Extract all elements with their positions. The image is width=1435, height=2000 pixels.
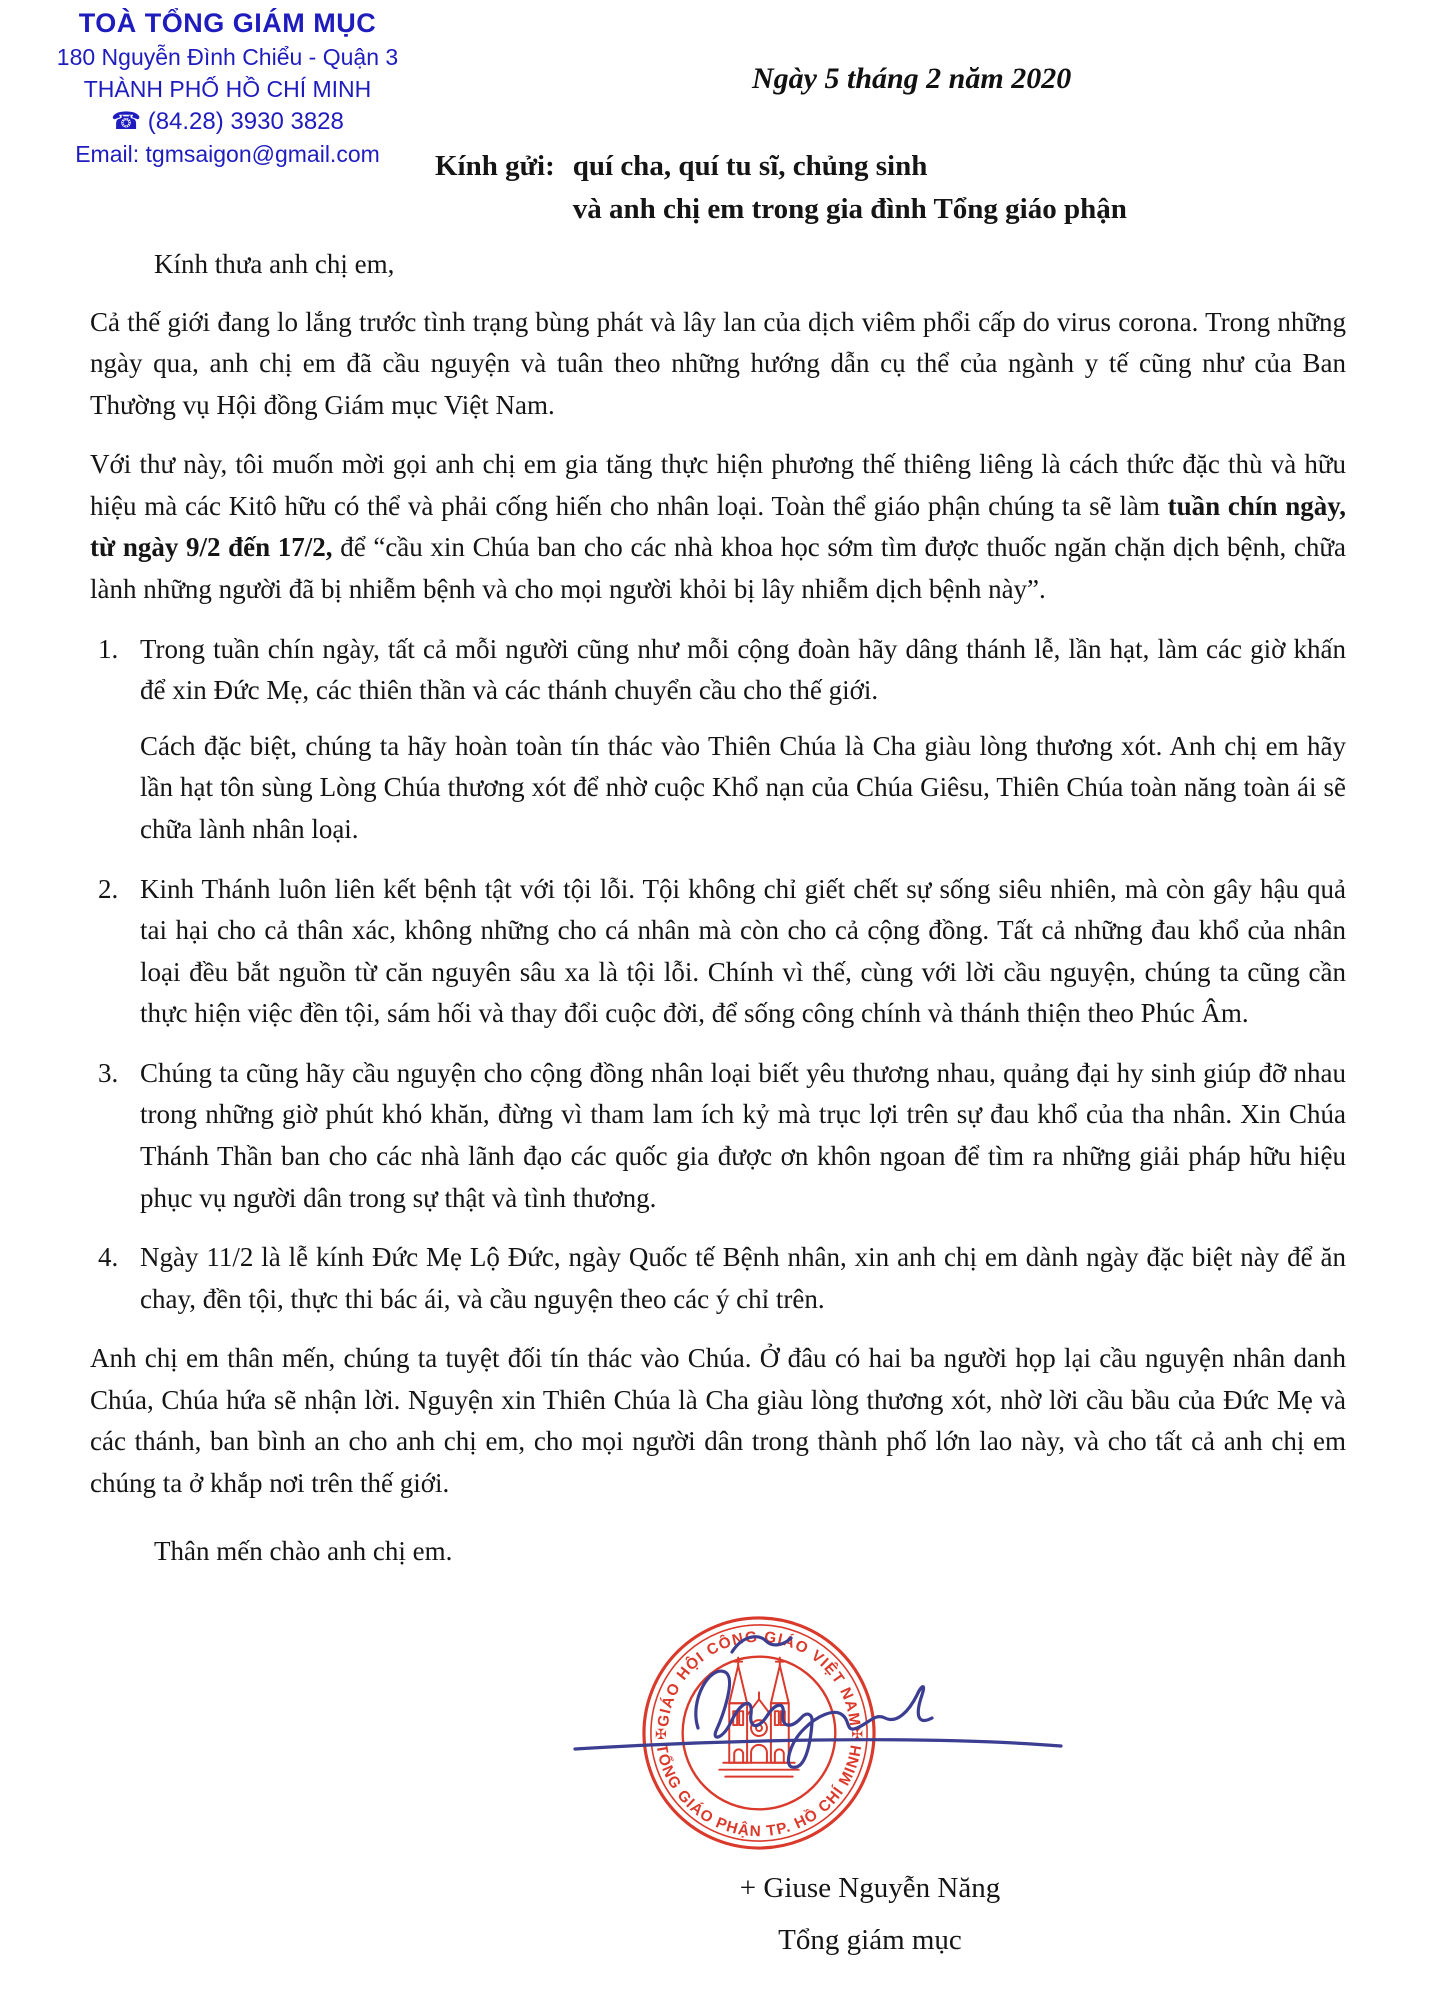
signature-block (0, 1600, 1435, 2000)
list-item-4-text: Ngày 11/2 là lễ kính Đức Mẹ Lộ Đức, ngày Quốc tế Bệnh nhân, xin anh chị em dành ngày đặc biệt này để ăn chay, đền tội, thực thi bác ái, và cầu nguyện theo các ý chỉ trên. (140, 1242, 1346, 1314)
date-line: Ngày 5 tháng 2 năm 2020 (752, 62, 1072, 95)
paragraph-2-post: để “cầu xin Chúa ban cho các nhà khoa học sớm tìm được thuốc ngăn chặn dịch bệnh, chữa lành những người đã bị nhiễm bệnh và cho mọi người khỏi bị lây nhiễm dịch bệnh này”. (90, 532, 1347, 605)
list-item-1-number: 1. (98, 633, 119, 664)
seal-bottom-text: TỔNG GIÁO PHẬN TP. HỒ CHÍ MINH (652, 1742, 866, 1841)
list-item-4-number: 4. (98, 1242, 119, 1273)
signer-name: + Giuse Nguyễn Năng (739, 1872, 1001, 1904)
list-item-1-extra: Cách đặc biệt, chúng ta hãy hoàn toàn tín thác vào Thiên Chúa là Cha giàu lòng thương xót. Anh chị em hãy lần hạt tôn sùng Lòng Chúa thương xót để nhờ cuộc Khổ nạn của Chúa Giêsu, Thiên Chúa toàn năng toàn ái sẽ chữa lành nhân loại. (140, 730, 1346, 844)
org-city: THÀNH PHỐ HỒ CHÍ MINH (83, 76, 372, 102)
phone-number: (84.28) 3930 3828 (147, 108, 344, 135)
list-item-1 (90, 629, 1346, 851)
signer-title: Tổng giám mục (778, 1924, 962, 1956)
recipient-block (435, 146, 1127, 229)
list-item-2 (90, 869, 1346, 1035)
phone-icon: ☎ (111, 108, 142, 135)
letterhead (10, 8, 445, 168)
farewell-line: Thân mến chào anh chị em. (154, 1535, 453, 1566)
seal-cross-right-icon: ✠ (851, 1727, 863, 1743)
closing-paragraph: Anh chị em thân mến, chúng ta tuyệt đối tín thác vào Chúa. Ở đâu có hai ba người họp lại cầu nguyện nhân danh Chúa, Chúa hứa sẽ nhận lời. Nguyện xin Thiên Chúa là Cha giàu lòng thương xót, nhờ lời cầu bầu của Đức Mẹ và các thánh, ban bình an cho anh chị em, cho mọi người dân trong thành phố lớn lao này, và cho tất cả anh chị em chúng ta ở khắp nơi trên thế giới. (90, 1343, 1346, 1499)
recipient-label: Kính gửi: (435, 150, 555, 182)
recipient-line-2: và anh chị em trong gia đình Tổng giáo phận (572, 192, 1127, 225)
paragraph-2-bold: tuần chín ngày, từ ngày 9/2 đến 17/2, (90, 490, 1346, 563)
org-phone (10, 107, 445, 136)
list-item-3 (90, 1053, 1346, 1219)
handwritten-signature (460, 1618, 1160, 1793)
list-item-2-text: Kinh Thánh luôn liên kết bệnh tật với tội lỗi. Tội không chỉ giết chết sự sống siêu nhiên, mà còn gây hậu quả tai hại cho cả thân xác, không những cho cá nhân mà còn cho cả cộng đồng. Tất cả những đau khổ của nhân loại đều bắt nguồn từ căn nguyên sâu xa là tội lỗi. Chính vì thế, cùng với lời cầu nguyện, chúng ta cũng cần thực hiện việc đền tội, sám hối và thay đổi cuộc đời, để sống công chính và thánh thiện theo Phúc Âm. (140, 873, 1346, 1029)
org-name: TOÀ TỔNG GIÁM MỤC (78, 8, 377, 38)
list-item-3-text: Chúng ta cũng hãy cầu nguyện cho cộng đồng nhân loại biết yêu thương nhau, quảng đại hy sinh giúp đỡ nhau trong những giờ phút khó khăn, đừng vì tham lam ích kỷ mà trục lợi trên sự đau khổ của tha nhân. Xin Chúa Thánh Thần ban cho các nhà lãnh đạo các quốc gia được ơn khôn ngoan để tìm ra những giải pháp hữu hiệu phục vụ người dân trong sự thật và tình thương. (140, 1057, 1346, 1213)
list-item-1-text: Trong tuần chín ngày, tất cả mỗi người cũng như mỗi cộng đoàn hãy dâng thánh lễ, lần hạt, làm các giờ khấn để xin Đức Mẹ, các thiên thần và các thánh chuyển cầu cho thế giới. (140, 633, 1346, 706)
seal-top-text: GIÁO HỘI CÔNG GIÁO VIỆT NAM (654, 1628, 864, 1728)
salutation: Kính thưa anh chị em, (154, 249, 395, 279)
recipient-line-1: quí cha, quí tu sĩ, chủng sinh (572, 150, 928, 182)
letter-body (90, 244, 1346, 1572)
org-address: 180 Nguyễn Đình Chiểu - Quận 3 (56, 44, 399, 70)
list-item-4 (90, 1237, 1346, 1320)
list-item-2-number: 2. (98, 873, 119, 904)
org-email: Email: tgmsaigon@gmail.com (75, 141, 380, 167)
paragraph-2-pre: Với thư này, tôi muốn mời gọi anh chị em gia tăng thực hiện phương thế thiêng liêng là cách thức đặc thù và hữu hiệu mà các Kitô hữu có thể và phải cống hiến cho nhân loại. Toàn thể giáo phận chúng ta sẽ làm (90, 449, 1346, 521)
list-item-3-number: 3. (98, 1057, 119, 1088)
paragraph-1: Cả thế giới đang lo lắng trước tình trạng bùng phát và lây lan của dịch viêm phổi cấp do virus corona. Trong những ngày qua, anh chị em đã cầu nguyện và tuân theo những hướng dẫn cụ thể của ngành y tế cũng như của Ban Thường vụ Hội đồng Giám mục Việt Nam. (90, 306, 1346, 420)
seal-cross-left-icon: ✠ (655, 1727, 667, 1743)
paragraph-2 (90, 444, 1346, 610)
